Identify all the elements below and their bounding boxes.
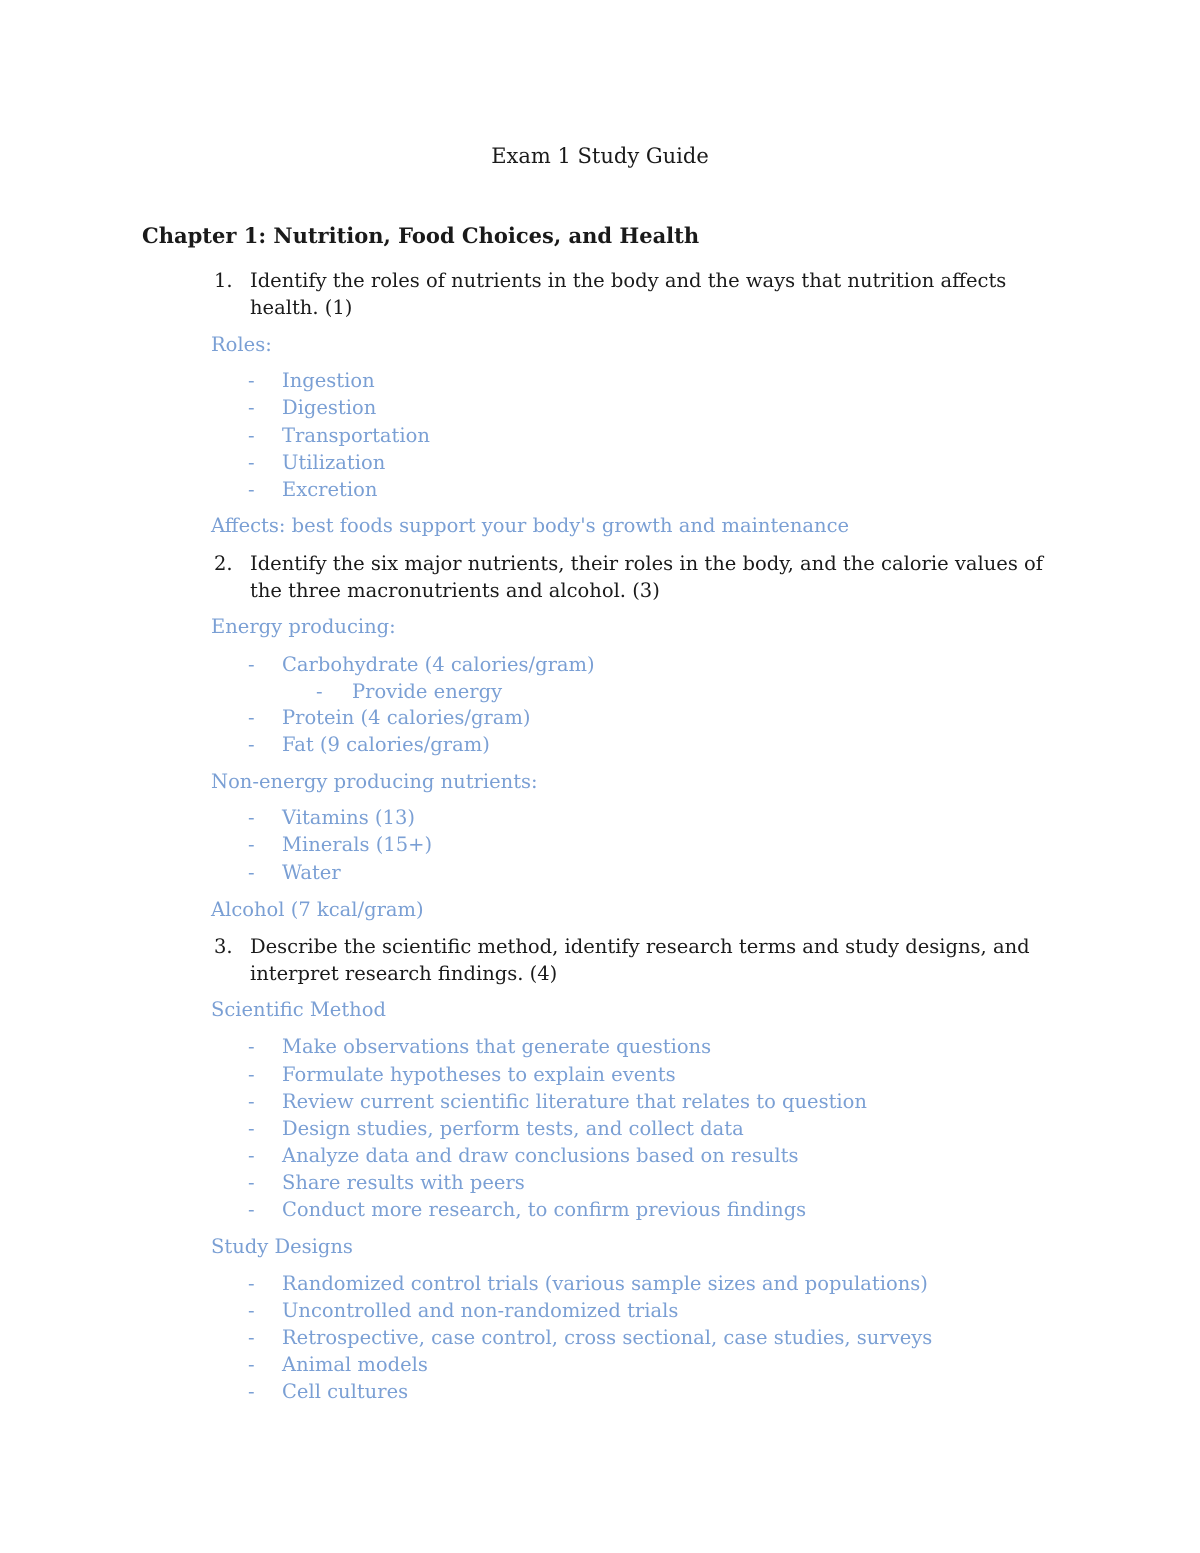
list-item: - Retrospective, case control, cross sectional, case studies, surveys	[248, 1326, 933, 1349]
list-item: - Fat (9 calories/gram)	[248, 733, 490, 756]
list-item: - Analyze data and draw conclusions based on results	[248, 1144, 799, 1167]
sub-list-item: - Provide energy	[316, 680, 503, 703]
question-3	[214, 933, 1074, 987]
list-item: - Water	[248, 861, 341, 884]
list-item: - Vitamins (13)	[248, 806, 415, 829]
list-item: - Digestion	[248, 396, 377, 419]
method-heading: Scientific Method	[211, 998, 386, 1021]
list-item: - Animal models	[248, 1353, 428, 1376]
list-item: - Review current scientific literature that relates to question	[248, 1090, 867, 1113]
question-2	[214, 550, 1074, 604]
list-item: - Formulate hypotheses to explain events	[248, 1063, 676, 1086]
list-item: - Excretion	[248, 478, 378, 501]
list-item: - Randomized control trials (various sample sizes and populations)	[248, 1272, 928, 1295]
energy-heading: Energy producing:	[211, 615, 396, 638]
question-text: Identify the roles of nutrients in the body and the ways that nutrition affects health. (1)	[250, 269, 1007, 319]
question-1	[214, 267, 1074, 321]
list-item: - Conduct more research, to confirm previous findings	[248, 1198, 807, 1221]
page-title: Exam 1 Study Guide	[491, 144, 709, 168]
chapter-heading: Chapter 1: Nutrition, Food Choices, and Health	[142, 223, 700, 248]
list-item: - Utilization	[248, 451, 386, 474]
list-item: - Uncontrolled and non-randomized trials	[248, 1299, 679, 1322]
list-item: - Ingestion	[248, 369, 375, 392]
list-item: - Transportation	[248, 424, 430, 447]
list-item: - Make observations that generate questions	[248, 1035, 712, 1058]
question-number: 2.	[214, 552, 233, 575]
list-item: - Cell cultures	[248, 1380, 409, 1403]
question-text: Identify the six major nutrients, their roles in the body, and the calorie values of the three macronutrients and alcohol. (3)	[250, 552, 1043, 602]
list-item: - Protein (4 calories/gram)	[248, 706, 531, 729]
question-number: 3.	[214, 935, 233, 958]
question-number: 1.	[214, 269, 233, 292]
affects-note: Affects: best foods support your body's growth and maintenance	[211, 514, 850, 537]
roles-heading: Roles:	[211, 333, 272, 356]
list-item: - Carbohydrate (4 calories/gram)	[248, 653, 595, 676]
alcohol-note: Alcohol (7 kcal/gram)	[211, 898, 424, 921]
list-item: - Share results with peers	[248, 1171, 525, 1194]
nonenergy-heading: Non-energy producing nutrients:	[211, 770, 538, 793]
list-item: - Minerals (15+)	[248, 833, 433, 856]
designs-heading: Study Designs	[211, 1235, 353, 1258]
list-item: - Design studies, perform tests, and collect data	[248, 1117, 744, 1140]
question-text: Describe the scientific method, identify research terms and study designs, and interpret research findings. (4)	[250, 935, 1030, 985]
